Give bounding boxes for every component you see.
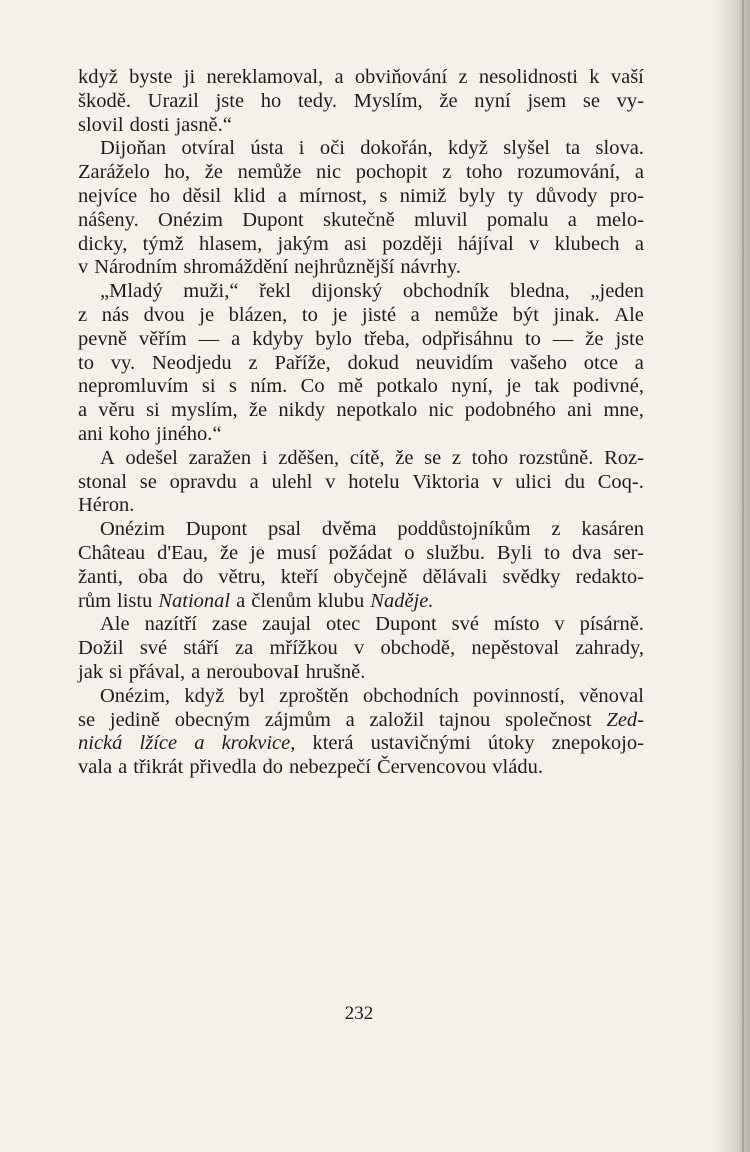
word: nepotkalo [336,399,418,422]
word: kasáren [581,518,644,541]
word: klubech [554,232,620,255]
word: vy. [110,351,136,374]
word: řekl [259,280,291,303]
word: nyní, [451,375,493,398]
word: a [567,208,577,231]
word: ta [565,137,581,160]
word: zděšen, [278,446,340,469]
text-line [78,66,644,90]
word: stáří [183,637,219,660]
word: že [219,541,239,564]
word: stonal [78,470,127,493]
word: jakým [277,232,329,255]
word: ustavičnými [370,732,471,755]
word: si [146,399,160,422]
word: mě [337,375,364,398]
word: pomalu [486,208,549,231]
word: Urazil [147,89,199,112]
word: Héron. [78,494,135,517]
word: toho [471,446,509,469]
word: službu. [426,541,485,564]
word: nebezpečí [289,756,371,779]
word: dva [572,541,602,564]
word: nyní [474,89,511,112]
word: přivedla [189,756,257,779]
word: nikdy [278,399,326,422]
word: A [100,446,115,469]
word: si [109,660,123,683]
word: bylo [315,327,352,350]
word: „Mladý [100,280,163,303]
word: Zaráželo [78,161,150,184]
word: a [334,66,344,88]
word: že [395,446,414,469]
word: která [312,732,354,755]
word: své [451,613,479,636]
word: žanti, [78,565,123,588]
word: že [248,399,268,422]
word: obviňování [354,66,448,88]
word: dosti [129,113,170,136]
word: obchodě, [380,637,456,660]
text-line [78,209,644,233]
word: nemůže [237,161,302,184]
word: vala [78,756,113,779]
word: ulehl [271,470,313,493]
word: ani [567,399,593,422]
word: dicky, [78,232,128,255]
word: du [564,470,585,493]
word: v [78,256,89,279]
word: musí [276,541,317,564]
word: členům [251,589,312,612]
word: dělávali [422,565,488,588]
text-line [78,423,644,447]
word: do [182,565,204,588]
word: že [585,327,604,350]
word: nepromluvím [78,375,189,398]
word: je [199,303,215,326]
word: redakto- [575,565,644,588]
word: místo [493,613,540,636]
word: pro- [609,184,644,207]
text-line [78,732,644,756]
word: poddůstojníkům [397,518,531,541]
word: Onézim [100,518,165,541]
word: Viktoria [412,470,480,493]
word: nimiž [399,184,447,207]
text-line [78,661,644,685]
word: to [524,327,541,350]
word: jisté [361,303,397,326]
word: věřím [138,327,187,350]
word: znepokojo- [551,732,644,755]
word: vaší [610,66,644,88]
word: kteří [280,565,319,588]
word: a [191,660,201,683]
word: jste [615,327,644,350]
word: se [582,89,600,112]
word: dvou [143,303,185,326]
word: shromáždění [183,256,289,279]
word: odešel [125,446,178,469]
page-number: 232 [344,1003,374,1024]
word: otce [583,351,618,374]
word: a [249,470,259,493]
word: ho, [164,161,191,184]
word: obchodních [362,684,459,707]
word: ser- [613,541,644,564]
word: povinností, [473,684,565,707]
text-line [78,90,644,114]
word: dokud [347,351,399,374]
word: pevně [78,327,127,350]
word: útoky [487,732,535,755]
word: jak [78,660,104,683]
word: a [634,232,644,255]
word: ani [78,422,104,445]
word: oči [319,137,345,160]
word: jsem [527,89,567,112]
word: a [634,351,644,374]
word: tak [534,375,560,398]
text-line [78,399,644,423]
word: a [78,399,88,422]
word: podobného [464,399,556,422]
text-line [78,114,644,138]
word: je [506,375,522,398]
word: ho [260,89,282,112]
word: v [354,637,365,660]
word: týmž [142,232,184,255]
text-line [78,613,644,637]
text-line [78,375,644,399]
word: společnost [505,708,592,731]
word: byl [238,684,265,707]
word: bledna, [510,280,570,303]
word: odpřisáhnu [421,327,513,350]
word: opravdu [169,470,237,493]
word: zaujal [262,613,312,636]
word: klubu [317,589,365,612]
word: a [194,732,205,755]
word: zájmům [264,708,331,731]
word: s [228,375,237,398]
word: Roz- [604,446,644,469]
word: Co [300,375,325,398]
text-line [78,137,644,161]
word: Onézim [158,208,223,231]
text-line [78,280,644,304]
word: hotelu [348,470,400,493]
word: listu [117,589,153,612]
word: vašeho [510,351,567,374]
word: Naděje. [370,589,434,612]
word: požádat [328,541,393,564]
word: jiného.“ [156,422,222,445]
word: to [78,351,94,374]
text-line [78,185,644,209]
word: potkalo [376,375,438,398]
word: klid [233,184,266,207]
word: nás [101,303,130,326]
word: krokvice, [221,732,296,755]
word: když [184,684,225,707]
word: věnoval [579,684,644,707]
word: později [382,232,443,255]
word: být [512,303,539,326]
word: větru, [218,565,266,588]
word: Dupont [185,518,248,541]
word: — [552,327,574,350]
text-line [78,494,644,518]
word: rozstůně. [518,446,594,469]
word: byly [458,184,496,207]
word: a [345,708,355,731]
word: z [248,351,258,374]
word: National [158,589,231,612]
word: třikrát [133,756,184,779]
word: v [492,470,503,493]
word: když [448,137,488,160]
word: jinak. [553,303,600,326]
word: přával, [128,660,186,683]
word: obyčejně [333,565,408,588]
word: nická [78,732,123,755]
word: Dijoňan [100,137,167,160]
word: to [544,541,561,564]
word: mluvil [414,208,468,231]
word: to [301,303,318,326]
word: Coq-. [597,470,644,493]
word: podivné, [572,375,644,398]
word: blázen, [228,303,288,326]
word: hájíval [457,232,514,255]
word: Dožil [78,637,124,660]
text-line [78,352,644,376]
word: otec [326,613,361,636]
text-line [78,328,644,352]
word: vy- [616,89,644,112]
word: návrhy. [400,256,462,279]
word: nic [316,161,342,184]
word: toho [466,161,503,184]
word: Ale [100,613,130,636]
word: Ale [614,303,644,326]
word: zaražen [188,446,252,469]
word: nesolidnosti [478,66,578,88]
word: oba [138,565,168,588]
word: a [634,161,644,184]
word: d'Eau, [157,541,209,564]
word: a [118,756,128,779]
word: ulici [515,470,552,493]
word: — [198,327,220,350]
word: věru [98,399,135,422]
word: slovil [78,113,124,136]
word: tajnou [439,708,491,731]
word: myslím, [171,399,238,422]
word: slyšel [503,137,550,160]
word: nepěstoval [471,637,560,660]
word: z [78,303,88,326]
word: škodě. [78,89,131,112]
word: mne, [603,399,644,422]
word: své [139,637,168,660]
word: třeba, [363,327,410,350]
word: ji [183,66,196,88]
word: zproštěn [279,684,349,707]
word: asi [344,232,367,255]
word: si [201,375,216,398]
word: ty [507,184,524,207]
text-line [78,233,644,257]
word: koho [109,422,151,445]
word: mírnost, [299,184,368,207]
word: Červencovou [376,756,487,779]
text-line [78,304,644,328]
word: skutečně [323,208,395,231]
text-line [78,756,644,780]
text-line [78,542,644,566]
word: Myslím, [353,89,423,112]
word: z [451,446,461,469]
word: a [410,303,420,326]
word: vládu. [492,756,543,779]
word: neuvidím [415,351,494,374]
word: Národním [94,256,178,279]
word: je [332,303,348,326]
page-edge-shadow [714,0,750,1152]
word: nereklamoval, [206,66,324,88]
word: byste [129,66,173,88]
word: děsil [182,184,222,207]
word: se [139,470,157,493]
word: náŝeny. [78,208,139,231]
word: založil [369,708,425,731]
word: nazítří [144,613,197,636]
text-line [78,471,644,495]
word: zahrady, [575,637,644,660]
word: muži,“ [183,280,239,303]
word: rozumování, [517,161,621,184]
word: otvíral [181,137,235,160]
text-line [78,637,644,661]
word: se [78,708,96,731]
page-edge-line [742,0,744,1152]
word: k [589,66,600,88]
word: obchodník [402,280,490,303]
word: důvody [535,184,598,207]
word: z [442,161,452,184]
word: i [261,446,268,469]
word: o [404,541,415,564]
word: a [236,589,246,612]
word: Dupont [242,208,304,231]
text-line [78,709,644,733]
word: Neodjedu [151,351,232,374]
word: kdyby [252,327,304,350]
word: svědky [502,565,561,588]
word: v [325,470,336,493]
word: z [458,66,468,88]
text-line [78,566,644,590]
word: Château [78,541,146,564]
word: s [379,184,388,207]
word: cítě, [349,446,385,469]
word: pochopit [355,161,428,184]
text-line [78,590,644,614]
word: „jeden [590,280,644,303]
word: Dupont [375,613,437,636]
word: Paříže, [274,351,331,374]
word: je [250,541,265,564]
word: i [298,137,305,160]
word: ústa [250,137,284,160]
word: neroubovaI [206,660,300,683]
word: a [277,184,287,207]
word: v [529,232,540,255]
word: jasně.“ [175,113,232,136]
word: dijonský [311,280,383,303]
word: lžíce [139,732,178,755]
word: hrušně. [305,660,366,683]
word: písárně. [579,613,644,636]
word: nemůže [434,303,499,326]
word: v [554,613,565,636]
word: Byli [496,541,533,564]
word: nejvíce [78,184,138,207]
word: melo- [596,208,644,231]
word: když [78,66,118,88]
word: dvěma [321,518,377,541]
word: slova. [595,137,644,160]
text-line [78,161,644,185]
word: psal [268,518,302,541]
word: nejhrůznější [294,256,395,279]
word: jedině [109,708,160,731]
word: ním. [250,375,288,398]
text-line [78,256,644,280]
word: dokořán, [360,137,433,160]
word: tedy. [297,89,338,112]
word: nic [428,399,454,422]
word: Onézim, [100,684,171,707]
word: z [551,518,561,541]
word: se [424,446,442,469]
word: do [262,756,284,779]
text-line [78,518,644,542]
word: rům [78,589,112,612]
word: obecným [174,708,250,731]
word: mřížkou [269,637,338,660]
word: hlasem, [199,232,263,255]
word: že [204,161,223,184]
word: jste [215,89,245,112]
body-text [78,66,644,780]
word: Zed- [606,708,644,731]
word: zase [211,613,248,636]
text-line [78,447,644,471]
word: že [439,89,458,112]
word: za [234,637,254,660]
text-line [78,685,644,709]
word: a [231,327,241,350]
word: ho [149,184,171,207]
